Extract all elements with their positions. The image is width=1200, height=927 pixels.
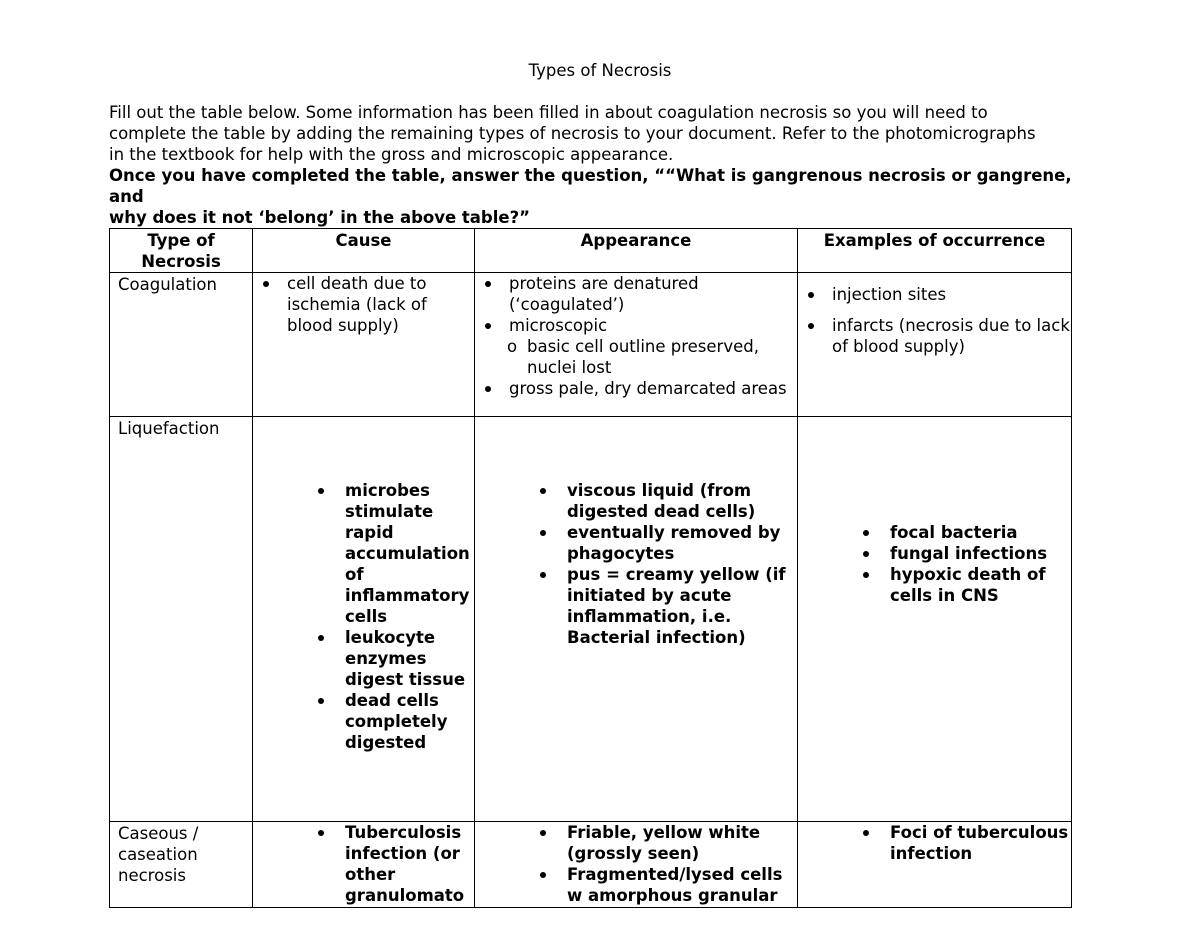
header-appearance: Appearance bbox=[475, 229, 798, 273]
header-row bbox=[110, 229, 1072, 273]
instruction-line: complete the table by adding the remaining types of necrosis to your document. Refer to the photomicrographs bbox=[109, 124, 1036, 143]
list-item: Fragmented/lysed cells w amorphous granular bbox=[475, 864, 797, 906]
list-item: Friable, yellow white (grossly seen) bbox=[475, 822, 797, 864]
list-item: Foci of tuberculous infection bbox=[798, 822, 1071, 864]
list-item: proteins are denatured (‘coagulated’) bbox=[475, 273, 797, 315]
instructions bbox=[109, 102, 1099, 228]
necrosis-table bbox=[109, 228, 1072, 908]
list-item: microbes stimulate rapid accumulation of inflammatory cells bbox=[253, 480, 474, 627]
list-item: injection sites bbox=[798, 284, 1071, 305]
list-item: hypoxic death of cells in CNS bbox=[798, 564, 1071, 606]
type-cell: Liquefaction bbox=[110, 417, 253, 822]
page-title: Types of Necrosis bbox=[528, 61, 672, 80]
appearance-cell bbox=[475, 822, 798, 908]
examples-cell bbox=[798, 822, 1072, 908]
bold-term: leukocyte bbox=[345, 628, 436, 647]
table-row bbox=[110, 273, 1072, 417]
cause-cell bbox=[253, 417, 475, 822]
instruction-line: Fill out the table below. Some information has been filled in about coagulation necrosis so you will need to bbox=[109, 103, 988, 122]
question-line: Once you have completed the table, answer the question, ““What is gangrenous necrosis or gangrene, and bbox=[109, 166, 1072, 206]
list-item: dead cells completely digested bbox=[253, 690, 474, 753]
list-item: infarcts (necrosis due to lack of blood supply) bbox=[798, 315, 1071, 357]
question-line: why does it not ‘belong’ in the above table?” bbox=[109, 208, 531, 227]
appearance-cell bbox=[475, 417, 798, 822]
list-item: leukocyte enzymes digest tissue bbox=[253, 627, 474, 690]
type-cell: Caseous / caseation necrosis bbox=[110, 822, 253, 908]
cause-cell bbox=[253, 822, 475, 908]
list-item: focal bacteria bbox=[798, 522, 1071, 543]
list-item: Tuberculosis infection (or other granulomato bbox=[253, 822, 474, 906]
list-item: gross pale, dry demarcated areas bbox=[475, 378, 797, 399]
appearance-cell bbox=[475, 273, 798, 417]
list-item: microscopic bbox=[475, 315, 797, 336]
header-cause: Cause bbox=[253, 229, 475, 273]
type-cell: Coagulation bbox=[110, 273, 253, 417]
table-row bbox=[110, 417, 1072, 822]
list-subitem: o basic cell outline preserved, nuclei lost bbox=[475, 336, 797, 378]
examples-cell bbox=[798, 417, 1072, 822]
instruction-line: in the textbook for help with the gross and microscopic appearance. bbox=[109, 145, 674, 164]
list-item: viscous liquid (from digested dead cells) bbox=[475, 480, 797, 522]
list-item: cell death due to ischemia (lack of blood supply) bbox=[253, 273, 474, 336]
list-item: fungal infections bbox=[798, 543, 1071, 564]
examples-cell bbox=[798, 273, 1072, 417]
header-examples: Examples of occurrence bbox=[798, 229, 1072, 273]
table-row bbox=[110, 822, 1072, 908]
list-item: pus = creamy yellow (if initiated by acute inflammation, i.e. Bacterial infection) bbox=[475, 564, 797, 648]
list-item: eventually removed by phagocytes bbox=[475, 522, 797, 564]
header-type: Type of Necrosis bbox=[110, 229, 253, 273]
cause-cell bbox=[253, 273, 475, 417]
